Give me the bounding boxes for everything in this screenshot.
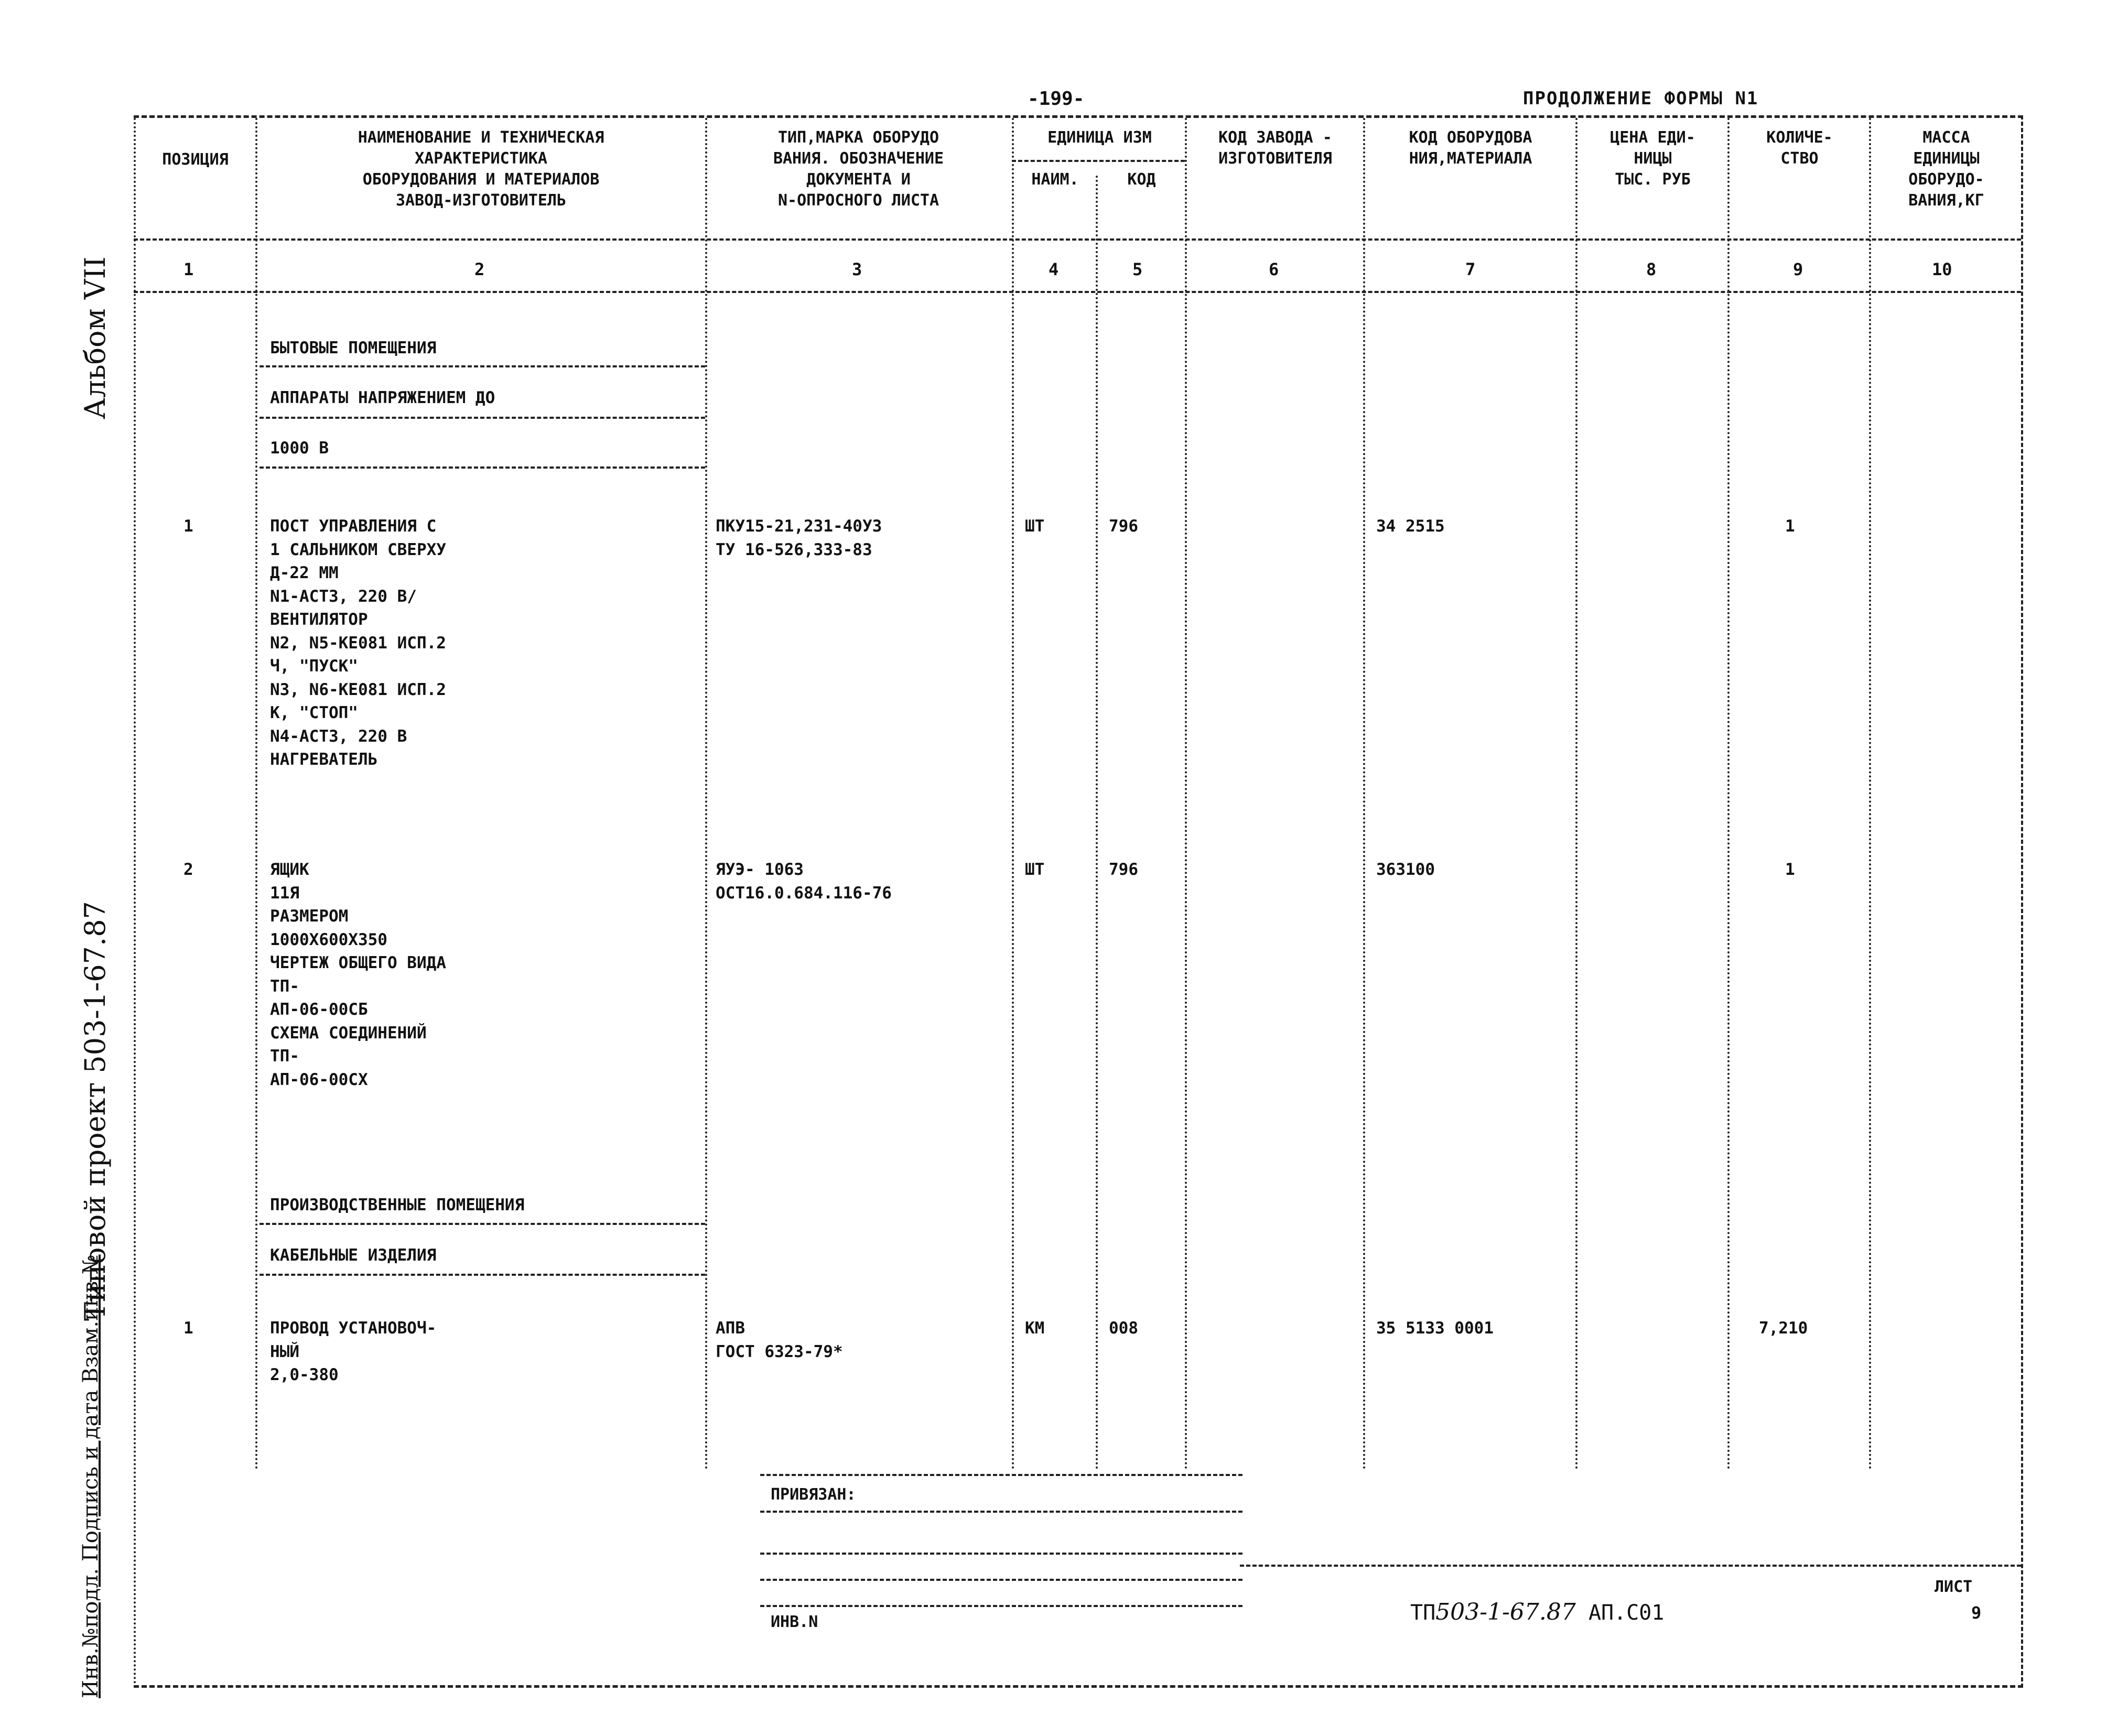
item-unit-code: 008	[1109, 1319, 1138, 1338]
col-line	[134, 118, 136, 1685]
section-household: БЫТОВЫЕ ПОМЕЩЕНИЯ	[270, 339, 437, 357]
sheet-number: 9	[1971, 1603, 1982, 1623]
col-number: 3	[852, 259, 862, 279]
col-line	[1869, 118, 1871, 1470]
col-line	[705, 118, 707, 1470]
item-name: ПРОВОД УСТАНОВОЧ- НЫЙ 2,0-380	[270, 1319, 437, 1384]
col-line	[1575, 118, 1577, 1470]
col-number: 2	[474, 259, 485, 279]
item-unit-code: 796	[1109, 517, 1138, 536]
stamp-rule	[760, 1474, 1242, 1476]
unit-subrule	[1012, 160, 1185, 162]
col-line	[1185, 118, 1187, 1470]
section-rule	[260, 365, 705, 367]
doc-code-suffix: АП.С01	[1588, 1601, 1665, 1625]
item-equip-code: 363100	[1376, 860, 1435, 879]
item-qty: 1	[1785, 517, 1795, 536]
title-stamp	[760, 1474, 1242, 1663]
header-unit-code: КОД	[1127, 170, 1156, 189]
col-number: 1	[183, 259, 194, 279]
item-unit: КМ	[1025, 1319, 1045, 1338]
col-number: 5	[1132, 259, 1143, 279]
page-number: -199-	[1028, 88, 1085, 110]
header-mass: МАССА ЕДИНИЦЫ ОБОРУДО- ВАНИЯ,КГ	[1908, 128, 1984, 210]
header-type: ТИП,МАРКА ОБОРУДО ВАНИЯ. ОБОЗНАЧЕНИЕ ДОКУМЕНТА И N-ОПРОСНОГО ЛИСТА	[773, 128, 944, 210]
stamp-rule	[760, 1605, 1242, 1607]
stamp-linked-label: ПРИВЯЗАН:	[771, 1485, 856, 1504]
section-rule	[260, 466, 705, 469]
col-line	[1012, 118, 1014, 1470]
header-price: ЦЕНА ЕДИ- НИЦЫ ТЫС. РУБ	[1610, 128, 1695, 189]
header-position: ПОЗИЦИЯ	[162, 150, 229, 169]
item-position: 1	[183, 517, 193, 536]
item-equip-code: 34 2515	[1376, 517, 1445, 536]
stamp-inv-label: ИНВ.N	[771, 1613, 818, 1631]
col-line	[1363, 118, 1365, 1470]
item-equip-code: 35 5133 0001	[1376, 1319, 1494, 1338]
item-type: АПВ ГОСТ 6323-79*	[716, 1319, 843, 1361]
item-type: ЯУЭ- 1063 ОСТ16.0.684.116-76	[716, 860, 892, 903]
header-rule	[134, 238, 2021, 241]
item-unit-code: 796	[1109, 860, 1138, 879]
header-plant-code: КОД ЗАВОДА - ИЗГОТОВИТЕЛЯ	[1218, 128, 1332, 168]
item-unit: ШТ	[1025, 860, 1045, 879]
section-apparatus: АППАРАТЫ НАПРЯЖЕНИЕМ ДО	[270, 388, 495, 407]
item-position: 2	[183, 860, 193, 879]
stamp-rule	[1240, 1565, 2021, 1567]
item-name: ЯЩИК 11Я РАЗМЕРОМ 1000Х600Х350 ЧЕРТЕЖ ОБЩЕГО ВИДА ТП- АП-06-00СБ СХЕМА СОЕДИНЕНИЙ ТП- АП-06-00СХ	[270, 860, 446, 1089]
col-number: 10	[1932, 259, 1952, 279]
col-number: 6	[1269, 259, 1279, 279]
header-unit-name: НАИМ.	[1031, 170, 1079, 189]
sheet-label: ЛИСТ	[1935, 1578, 1973, 1596]
spec-table	[134, 115, 2023, 1688]
header-name: НАИМЕНОВАНИЕ И ТЕХНИЧЕСКАЯ ХАРАКТЕРИСТИКА ОБОРУДОВАНИЯ И МАТЕРИАЛОВ ЗАВОД-ИЗГОТОВИТЕЛЬ	[358, 128, 604, 210]
col-number: 8	[1646, 259, 1657, 279]
section-production: ПРОИЗВОДСТВЕННЫЕ ПОМЕЩЕНИЯ	[270, 1196, 525, 1214]
section-rule	[260, 1223, 705, 1225]
col-line	[1727, 118, 1730, 1470]
section-cables: КАБЕЛЬНЫЕ ИЗДЕЛИЯ	[270, 1246, 437, 1265]
side-label-project: Типовой проект 503-1-67.87	[79, 901, 112, 1321]
item-unit: ШТ	[1025, 517, 1045, 536]
stamp-rule	[760, 1511, 1242, 1513]
doc-code-prefix: ТП	[1410, 1601, 1436, 1625]
item-type: ПКУ15-21,231-40УЗ ТУ 16-526,333-83	[716, 517, 882, 559]
doc-code-handwritten: 503-1-67.87	[1435, 1599, 1576, 1625]
colnum-rule	[134, 291, 2021, 293]
section-rule	[260, 1274, 705, 1276]
col-number: 4	[1049, 259, 1059, 279]
stamp-rule	[760, 1553, 1242, 1555]
col-line	[1096, 176, 1098, 1470]
item-position: 1	[183, 1319, 193, 1338]
item-qty: 7,210	[1759, 1319, 1808, 1338]
continuation-label: ПРОДОЛЖЕНИЕ ФОРМЫ N1	[1523, 88, 1759, 109]
document-code	[1410, 1599, 1664, 1625]
col-line	[255, 118, 257, 1470]
stamp-rule	[760, 1579, 1242, 1581]
side-label-stamp: Инв.№подл. Подпись и дата Взам.инв.№	[79, 1254, 103, 1698]
section-rule	[260, 417, 705, 419]
section-apparatus-voltage: 1000 В	[270, 439, 329, 458]
header-equip-code: КОД ОБОРУДОВА НИЯ,МАТЕРИАЛА	[1409, 128, 1532, 168]
item-name: ПОСТ УПРАВЛЕНИЯ С 1 САЛЬНИКОМ СВЕРХУ Д-22 ММ N1-АСТЗ, 220 В/ ВЕНТИЛЯТОР N2, N5-КЕ081 ИСП.2 Ч, "ПУСК" N3, N6-КЕ081 ИСП.2 К, "СТОП" N4-АСТЗ, 220 В НАГРЕВАТЕЛЬ	[270, 517, 446, 769]
side-label-album: Альбом VII	[79, 256, 112, 419]
header-qty: КОЛИЧЕ- СТВО	[1766, 128, 1833, 168]
header-unit: ЕДИНИЦА ИЗМ	[1047, 128, 1152, 147]
col-number: 9	[1793, 259, 1803, 279]
item-qty: 1	[1785, 860, 1795, 879]
col-number: 7	[1465, 259, 1476, 279]
